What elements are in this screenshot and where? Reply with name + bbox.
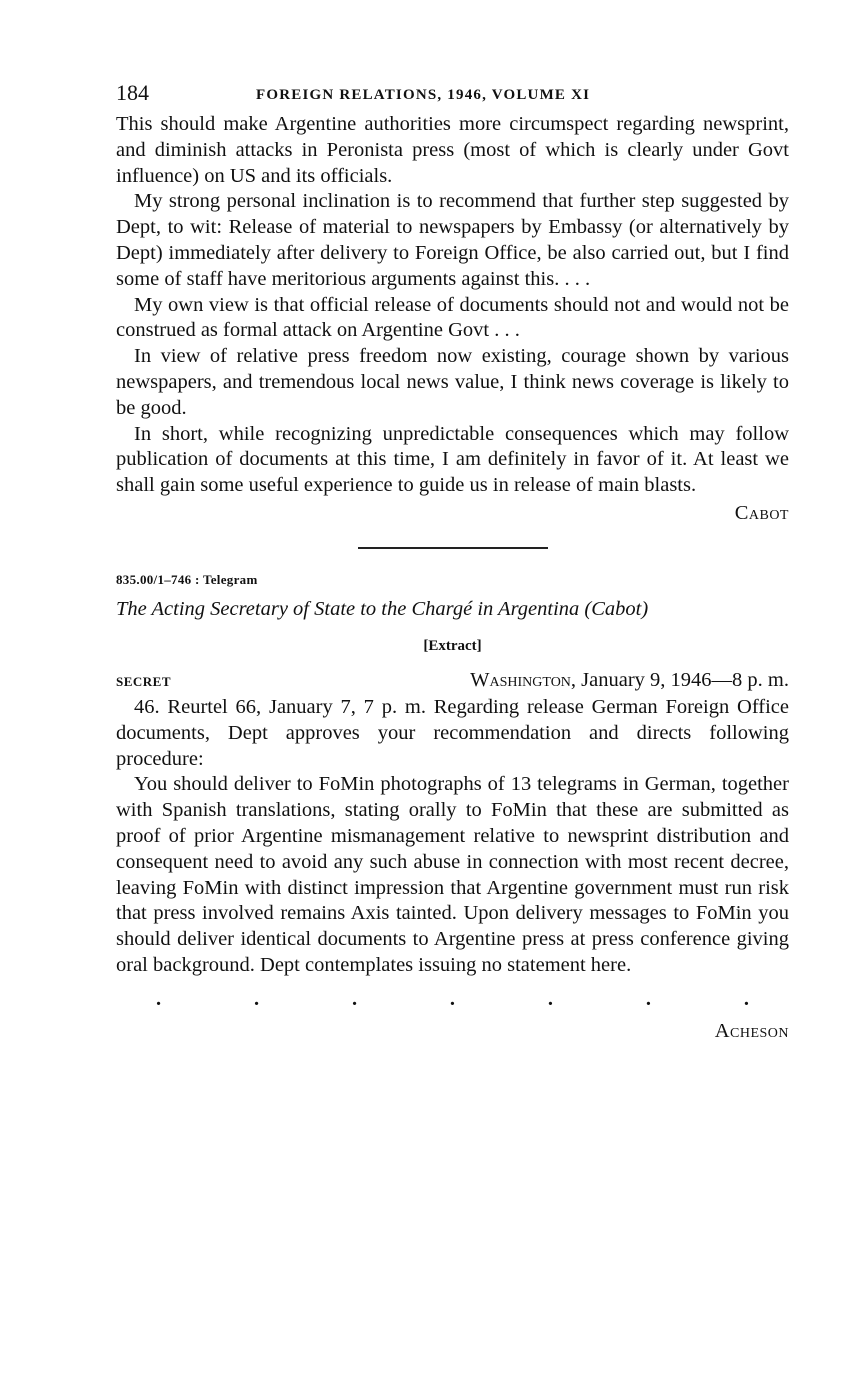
document-title-text: The Acting Secretary of State to the Chargé in Argentina ( — [116, 597, 592, 620]
running-head-title: FOREIGN RELATIONS, 1946, VOLUME XI — [256, 87, 591, 103]
classification-label: SECRET — [116, 674, 172, 690]
dateline — [470, 668, 789, 694]
ellipsis-dot: . — [351, 987, 358, 1010]
dateline-place: Washington — [470, 669, 571, 692]
omission-ellipsis — [116, 987, 789, 1013]
signature-cabot: Cabot — [734, 501, 789, 524]
file-reference: 835.00/1–746 : Telegram — [116, 571, 258, 587]
document-title — [116, 597, 789, 623]
ellipsis-dot: . — [645, 987, 651, 1010]
ellipsis-dot: . — [156, 987, 162, 1010]
dateline-row — [116, 668, 789, 695]
second-document-body — [116, 695, 789, 979]
document-page — [116, 78, 789, 1044]
paragraph: My own view is that official release of documents should not and would not be construed as formal attack on Argentine Govt . . . — [116, 293, 789, 342]
paragraph: 46. Reurtel 66, January 7, 7 p. m. Regarding release German Foreign Office documents, Dept approves your recommendation and directs following procedure: — [116, 695, 789, 770]
first-document-body — [116, 112, 789, 527]
paragraph: In view of relative press freedom now existing, courage shown by various newspapers, and tremendous local news value, I think news coverage is likely to be good. — [116, 345, 789, 419]
dateline-date: , January 9, 1946—8 p. m. — [570, 669, 789, 692]
page-number: 184 — [116, 80, 149, 105]
paragraph: This should make Argentine authorities more circumspect regarding newsprint, and diminish attacks in Peronista press (most of which is clearly under Govt influence) on US and its officials. — [116, 113, 789, 187]
ellipsis-dot: . — [449, 987, 456, 1010]
paragraph: My strong personal inclination is to recommend that further step suggested by Dept, to wit: Release of material to newspapers by Embassy (or alternatively by Dept) immediately after delivery to Foreign Office, be also carried out, but I find some of staff have meritorious arguments against this. . . . — [116, 190, 789, 290]
running-head — [116, 78, 789, 112]
paragraph: In short, while recognizing unpredictable consequences which may follow publication of documents at this time, I am definitely in favor of it. At least we shall gain some useful experience to guide us in release of main blasts. — [116, 422, 789, 497]
document-title-name: Cabot — [591, 597, 642, 620]
paragraph: You should deliver to FoMin photographs of 13 telegrams in German, together with Spanish translations, stating orally to FoMin that these are submitted as proof of prior Argentine mismanagement relative to newsprint distribution and consequent need to avoid any such abuse in connection with most recent decree, leaving FoMin with distinct impression that Argentine government must run risk that press involved remains Axis tainted. Upon delivery messages to FoMin you should deliver identical documents to Argentine press at press conference giving oral background. Dept contemplates issuing no statement here. — [116, 773, 789, 976]
extract-label: [Extract] — [423, 638, 482, 655]
section-divider — [358, 547, 548, 549]
document-title-close: ) — [641, 597, 649, 620]
ellipsis-dot: . — [547, 987, 553, 1010]
signature-acheson: Acheson — [714, 1019, 789, 1042]
ellipsis-dot: . — [743, 987, 749, 1010]
ellipsis-dot: . — [253, 987, 260, 1010]
